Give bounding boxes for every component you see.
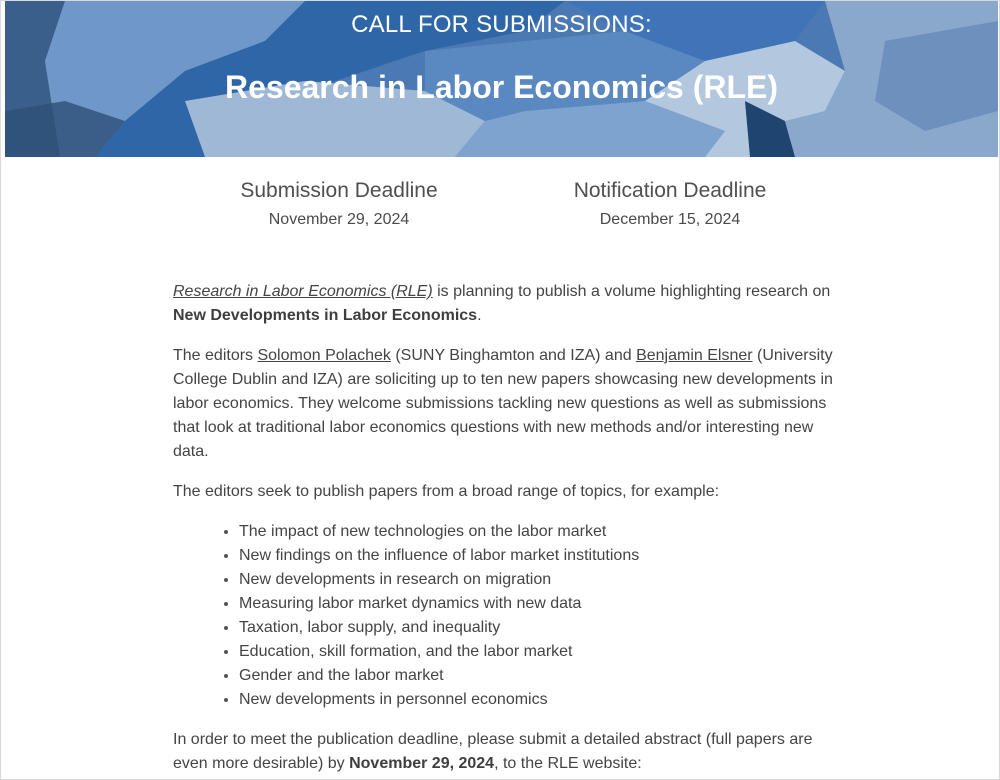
list-item: • Taxation, labor supply, and inequality — [239, 616, 843, 640]
header-banner — [5, 1, 998, 157]
editors-paragraph — [173, 344, 843, 464]
editors-text-2: (SUNY Binghamton and IZA) and — [390, 347, 637, 364]
editor-elsner-link[interactable]: Benjamin Elsner — [636, 347, 753, 364]
intro-text-1: is planning to publish a volume highlighting research on — [432, 283, 831, 300]
closing-text-1: In order to meet the publication deadline, please submit a detailed abstract (full papers are even more desirable) by — [173, 731, 813, 772]
closing-deadline-bold: November 29, 2024 — [349, 755, 495, 772]
rle-link[interactable]: Research in Labor Economics (RLE) — [173, 283, 433, 300]
list-item: • New findings on the influence of labor market institutions — [239, 544, 843, 568]
topics-intro: The editors seek to publish papers from a broad range of topics, for example: — [173, 483, 720, 500]
closing-paragraph — [173, 728, 843, 776]
editors-text-3: (University College Dublin and IZA) are soliciting up to ten new papers showcasing new developments in labor economics. They welcome submissions tackling new questions as well as submissions that look at traditional labor economics questions with new methods and/or interesting new data. — [173, 347, 833, 460]
editors-text-1: The editors — [173, 347, 258, 364]
notification-deadline-date: December 15, 2024 — [599, 211, 741, 228]
list-item: • Measuring labor market dynamics with new data — [239, 592, 843, 616]
deadlines-row — [1, 177, 1000, 237]
notification-deadline-title: Notification Deadline — [573, 179, 767, 202]
body-content — [173, 280, 843, 780]
intro-paragraph — [173, 280, 843, 328]
banner-title: Research in Labor Economics (RLE) — [224, 69, 778, 105]
banner-eyebrow: CALL FOR SUBMISSIONS: — [351, 11, 652, 38]
editor-polachek-link[interactable]: Solomon Polachek — [257, 347, 391, 364]
topics-list — [173, 520, 843, 712]
intro-text-2: . — [477, 307, 482, 324]
intro-bold-topic: New Developments in Labor Economics — [173, 307, 478, 324]
closing-text-2: , to the RLE website: — [494, 755, 642, 772]
submission-deadline — [189, 177, 489, 231]
submission-deadline-title: Submission Deadline — [240, 179, 438, 202]
submission-deadline-date: November 29, 2024 — [268, 211, 410, 228]
list-item: • New developments in research on migration — [239, 568, 843, 592]
list-item: • The impact of new technologies on the labor market — [239, 520, 843, 544]
list-item: • Gender and the labor market — [239, 664, 843, 688]
list-item: • New developments in personnel economics — [239, 688, 843, 712]
list-item: • Education, skill formation, and the labor market — [239, 640, 843, 664]
notification-deadline — [520, 177, 820, 231]
